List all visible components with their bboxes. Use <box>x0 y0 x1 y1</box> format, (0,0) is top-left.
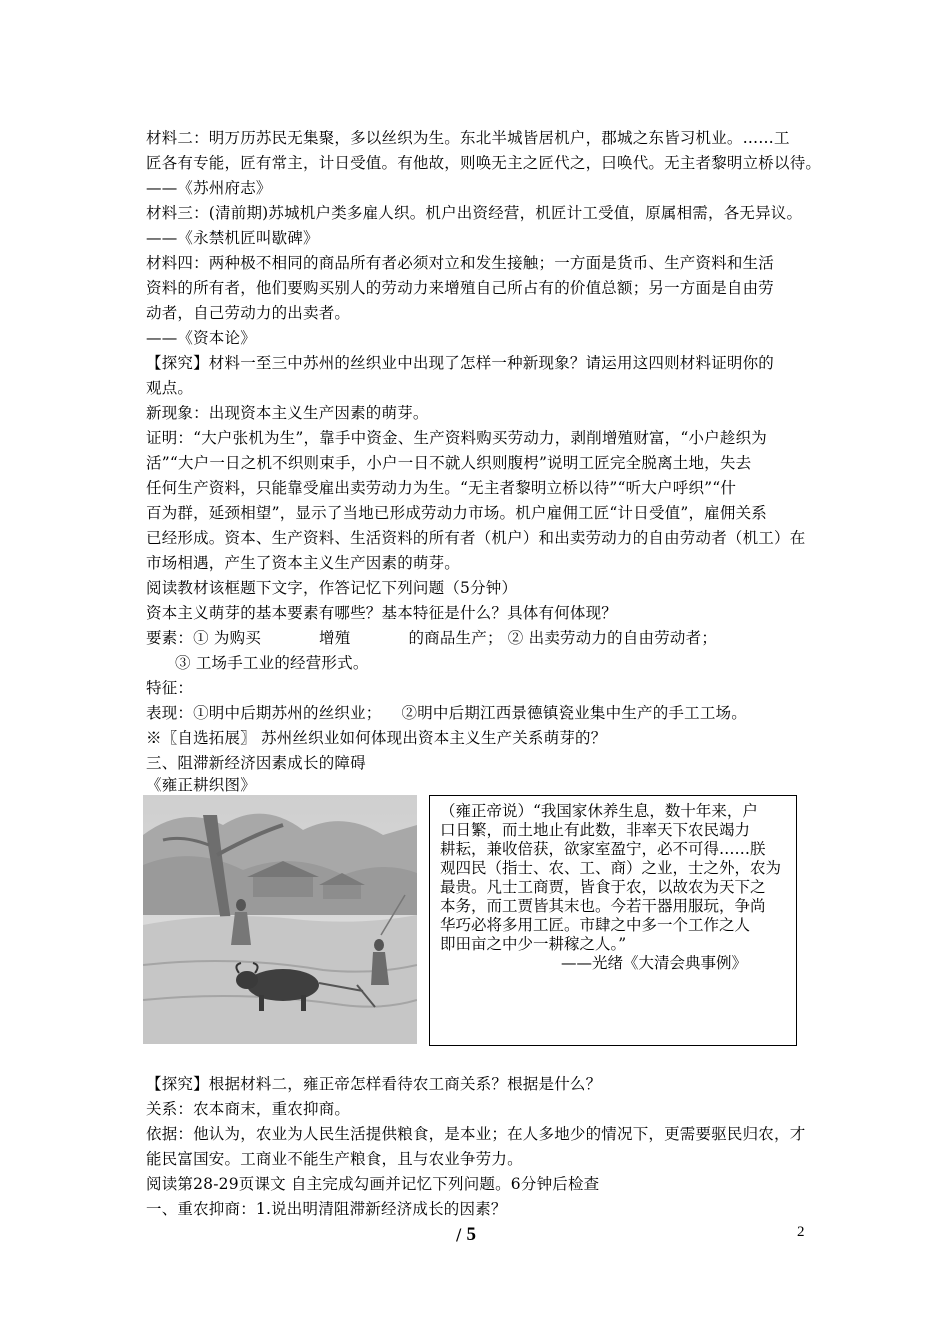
section-heading: 三、阻滞新经济因素成长的障碍 <box>146 754 366 772</box>
farming-scene-illustration <box>143 795 417 1044</box>
text-line: 阅读第28-29页课文 自主完成勾画并记忆下列问题。6分钟后检查 <box>146 1175 600 1193</box>
quote-line: 最贵。凡士工商贾，皆食于农，以故农为天下之 <box>440 878 766 896</box>
text-line: 能民富国安。工商业不能生产粮食，且与农业争劳力。 <box>146 1150 523 1168</box>
elements-line-2: ③ 工场手工业的经营形式。 <box>175 654 369 672</box>
quote-line: 耕耘，兼收倍获，欲家室盈宁，必不可得……朕 <box>440 840 766 858</box>
text-line: 资料的所有者，他们要购买别人的劳动力来增殖自己所占有的价值总额；另一方面是自由劳 <box>146 279 775 297</box>
text-line: 资本主义萌芽的基本要素有哪些？基本特征是什么？具体有何体现？ <box>146 604 618 622</box>
manifest-a: 表现：①明中后期苏州的丝织业； <box>146 704 382 722</box>
text-line: 证明：“大户张机为生”，靠手中资金、生产资料购买劳动力，剥削增殖财富，“小户趁织为 <box>146 429 767 447</box>
quote-source: ——光绪《大清会典事例》 <box>561 954 748 972</box>
manifest-line <box>146 701 747 725</box>
text-line: 关系：农本商末，重农抑商。 <box>146 1100 351 1118</box>
text-line: 匠各有专能，匠有常主，计日受值。有他故，则唤无主之匠代之，曰唤代。无主者黎明立桥以待。 <box>146 154 822 172</box>
text-line: 动者，自己劳动力的出卖者。 <box>146 304 351 322</box>
source-line: ——《苏州府志》 <box>146 179 272 197</box>
text-line: 任何生产资料，只能靠受雇出卖劳动力为生。“无主者黎明立桥以待”“听大户呼织”“什 <box>146 479 737 497</box>
quote-box <box>429 795 797 1046</box>
farming-painting-image <box>143 795 417 1044</box>
page-slash: / <box>456 1225 462 1244</box>
elements-d: ② 出卖劳动力的自由劳动者； <box>507 629 718 647</box>
manifest-b: ②明中后期江西景德镇瓷业集中生产的手工工场。 <box>401 704 747 722</box>
text-line: 材料二：明万历苏民无集聚，多以丝织为生。东北半城皆居机户，郡城之东皆习机业。……工 <box>146 129 790 147</box>
quote-line: 本务，而工贾皆其末也。今若干器用服玩，争尚 <box>440 897 766 915</box>
optional-extension: ※〖自选拓展〗 苏州丝织业如何体现出资本主义生产关系萌芽的？ <box>146 729 607 747</box>
text-line: 一、重农抑商：1.说出明清阻滞新经济成长的因素？ <box>146 1200 507 1218</box>
text-line: 市场相遇，产生了资本主义生产因素的萌芽。 <box>146 554 461 572</box>
figure-caption: 《雍正耕织图》 <box>146 776 256 794</box>
text-line: 百为群，延颈相望”，显示了当地已形成劳动力市场。机户雇佣工匠“计日受值”，雇佣关系 <box>146 504 767 522</box>
elements-b: 增殖 <box>319 629 351 647</box>
text-line: 【探究】根据材料二，雍正帝怎样看待农工商关系？根据是什么？ <box>146 1075 602 1093</box>
text-line: 新现象：出现资本主义生产因素的萌芽。 <box>146 404 429 422</box>
text-line: 材料三：(清前期)苏城机户类多雇人织。机户出资经营，机匠计工受值，原属相需，各无异议。 <box>146 204 803 222</box>
quote-line: 观四民（指士、农、工、商）之业，士之外，农为 <box>440 859 782 877</box>
quote-line: 口日繁，而土地止有此数，非率天下农民竭力 <box>440 821 751 839</box>
elements-a: ① 为购买 <box>193 629 262 647</box>
elements-line <box>146 626 717 650</box>
source-line: ——《资本论》 <box>146 329 256 347</box>
quote-line: 华巧必将多用工匠。市肆之中多一个工作之人 <box>440 916 751 934</box>
source-line: ——《永禁机匠叫歇碑》 <box>146 229 319 247</box>
text-line: 材料四：两种极不相同的商品所有者必须对立和发生接触；一方面是货币、生产资料和生活 <box>146 254 775 272</box>
total-pages: 5 <box>466 1224 476 1245</box>
text-line: 【探究】材料一至三中苏州的丝织业中出现了怎样一种新现象？请运用这四则材料证明你的 <box>146 354 775 372</box>
text-line: 依据：他认为，农业为人民生活提供粮食，是本业；在人多地少的情况下，更需要驱民归农，才 <box>146 1125 806 1143</box>
quote-line: （雍正帝说）“我国家休养生息，数十年来，户 <box>440 802 758 820</box>
page-total <box>456 1224 476 1246</box>
elements-prefix: 要素： <box>146 629 194 647</box>
features-line: 特征： <box>146 679 194 697</box>
quote-line: 即田亩之中少一耕稼之人。” <box>440 935 627 953</box>
text-line: 活”“大户一日之机不织则束手，小户一日不就人织则腹枵”说明工匠完全脱离土地，失去 <box>146 454 752 472</box>
elements-c: 的商品生产； <box>408 629 503 647</box>
text-line: 已经形成。资本、生产资料、生活资料的所有者（机户）和出卖劳动力的自由劳动者（机工）在 <box>146 529 806 547</box>
text-line: 阅读教材该框题下文字，作答记忆下列问题（5分钟） <box>146 579 518 597</box>
page-number: 2 <box>797 1224 805 1240</box>
text-line: 观点。 <box>146 379 194 397</box>
